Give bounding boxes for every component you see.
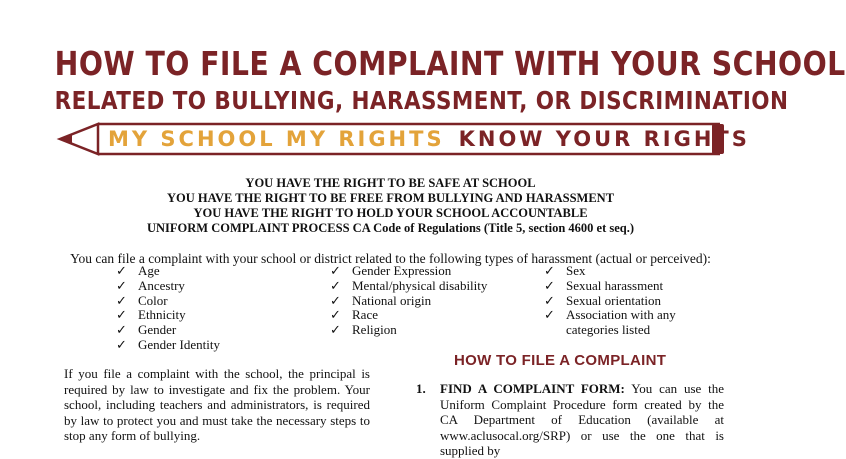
checkmark-icon: ✓	[544, 292, 555, 308]
title-line-2: RELATED TO BULLYING, HARASSMENT, OR DISCRIMINATION	[54, 86, 789, 115]
category-label: Sexual harassment	[566, 277, 664, 293]
category-item	[116, 264, 306, 279]
category-label: Gender	[138, 322, 177, 338]
title-line-1: HOW TO FILE A COMPLAINT WITH YOUR SCHOOL	[54, 44, 846, 83]
category-item	[116, 308, 306, 323]
category-label: Ethnicity	[138, 307, 186, 323]
banner-know-your-rights: KNOW YOUR RIGHTS	[458, 127, 750, 151]
category-label: Color	[138, 292, 168, 308]
checkmark-icon: ✓	[330, 307, 341, 323]
checkmark-icon: ✓	[116, 263, 127, 278]
category-item	[116, 323, 306, 338]
checkmark-icon: ✓	[116, 277, 127, 293]
checkmark-icon: ✓	[116, 307, 127, 323]
category-label: Sex	[566, 263, 586, 278]
step-1-number: 1.	[416, 381, 426, 396]
checkmark-icon: ✓	[116, 292, 127, 308]
category-list-1	[116, 264, 306, 353]
category-label: Race	[352, 307, 378, 323]
category-label: National origin	[352, 292, 432, 308]
checkmark-icon: ✓	[116, 336, 127, 352]
category-label: Mental/physical disability	[352, 277, 488, 293]
checkmark-icon: ✓	[544, 277, 555, 293]
category-list-2	[330, 264, 510, 338]
category-item	[544, 264, 704, 279]
right-line-3: YOU HAVE THE RIGHT TO HOLD YOUR SCHOOL ACCOUNTABLE	[193, 206, 588, 220]
category-item	[116, 338, 306, 353]
pencil-banner-text	[108, 125, 750, 153]
step-1-body	[440, 381, 724, 459]
category-item	[330, 308, 510, 323]
category-label: Sexual orientation	[566, 292, 661, 308]
checkmark-icon: ✓	[544, 263, 555, 278]
banner-my-school-my-rights: MY SCHOOL MY RIGHTS	[108, 127, 445, 151]
category-item	[330, 279, 510, 294]
step-1-text: You can use the Uniform Complaint Procedure form created by the CA Department of Education (available at www.aclusocal.org/SRP) or use the one that is supplied by	[440, 381, 724, 458]
checkmark-icon: ✓	[330, 292, 341, 308]
checkmark-icon: ✓	[330, 322, 341, 338]
category-label: Association with any categories listed	[566, 307, 676, 338]
category-item	[330, 323, 510, 338]
checkmark-icon: ✓	[330, 277, 341, 293]
right-line-2: YOU HAVE THE RIGHT TO BE FREE FROM BULLYING AND HARASSMENT	[166, 191, 615, 205]
ucp-line: UNIFORM COMPLAINT PROCESS CA Code of Regulations (Title 5, section 4600 et seq.)	[146, 221, 635, 235]
category-list-3	[544, 264, 704, 338]
category-label: Gender Expression	[352, 263, 452, 278]
category-item	[544, 279, 704, 294]
rights-block	[0, 176, 781, 236]
category-item	[116, 279, 306, 294]
step-1	[416, 381, 724, 459]
category-label: Gender Identity	[138, 336, 220, 352]
category-label: Religion	[352, 322, 397, 338]
category-label: Age	[138, 263, 160, 278]
step-1-lead: FIND A COMPLAINT FORM:	[440, 381, 625, 396]
category-item	[544, 308, 704, 338]
checkmark-icon: ✓	[330, 263, 341, 278]
right-line-1: YOU HAVE THE RIGHT TO BE SAFE AT SCHOOL	[245, 176, 536, 190]
how-to-heading: HOW TO FILE A COMPLAINT	[454, 352, 667, 369]
intro-text: You can file a complaint with your school or district related to the following types of harassment (actual or perceived):	[70, 251, 711, 266]
category-item	[116, 294, 306, 309]
principal-paragraph: If you file a complaint with the school, the principal is required by law to investigate and fix the problem. Your school, including teachers and administrators, is required by law to protect you and must take the necessary steps to stop any form of bullying.	[64, 366, 370, 443]
checkmark-icon: ✓	[116, 322, 127, 338]
category-item	[544, 294, 704, 309]
checkmark-icon: ✓	[544, 307, 555, 323]
category-item	[330, 264, 510, 279]
category-item	[330, 294, 510, 309]
category-label: Ancestry	[138, 277, 185, 293]
